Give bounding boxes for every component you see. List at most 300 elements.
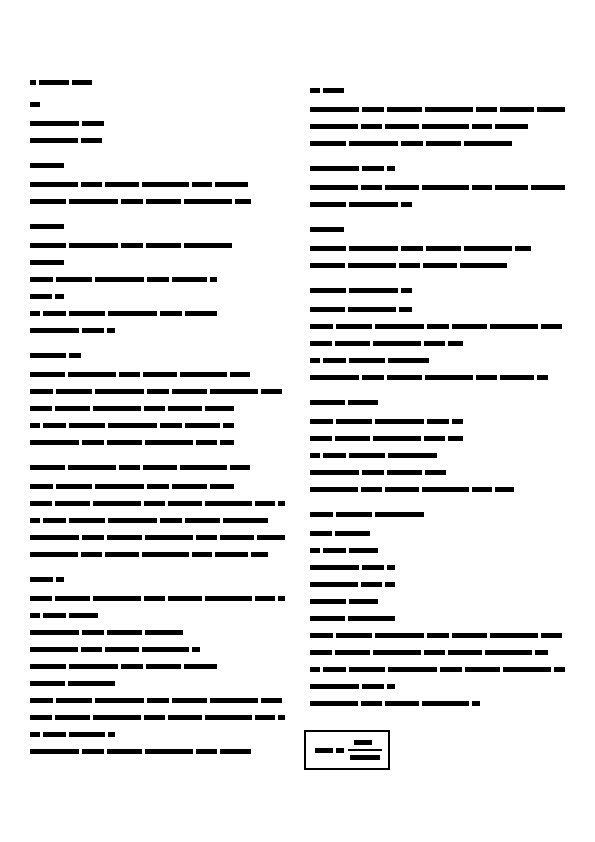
text-line	[310, 183, 570, 191]
word-block	[147, 277, 169, 282]
word-block	[30, 698, 53, 703]
text-line	[310, 631, 570, 639]
word-block	[261, 389, 282, 394]
word-block	[388, 453, 437, 458]
word-block	[69, 423, 105, 428]
word-block	[426, 246, 461, 251]
word-block	[30, 647, 78, 652]
word-block	[107, 535, 142, 540]
word-block	[210, 698, 258, 703]
text-line	[30, 628, 290, 636]
word-block	[385, 582, 395, 587]
word-block	[375, 633, 424, 638]
word-block	[210, 277, 217, 282]
word-block	[30, 311, 40, 316]
text-line	[30, 180, 290, 188]
word-block	[472, 701, 480, 706]
word-block	[310, 650, 332, 655]
word-block	[425, 375, 473, 380]
word-block	[30, 613, 40, 618]
word-block	[424, 436, 445, 441]
text-section	[310, 510, 570, 707]
word-block	[144, 596, 165, 601]
word-block	[30, 102, 40, 107]
word-block	[69, 243, 118, 248]
word-block	[108, 423, 157, 428]
formula-box	[304, 730, 390, 770]
word-block	[168, 406, 202, 411]
word-block	[30, 535, 79, 540]
word-block	[146, 243, 181, 248]
word-block	[185, 518, 220, 523]
word-block	[93, 406, 141, 411]
word-block	[82, 630, 104, 635]
word-block	[185, 423, 220, 428]
text-line	[30, 119, 290, 127]
word-block	[422, 124, 469, 129]
section-heading	[30, 575, 290, 584]
text-section	[310, 225, 570, 269]
text-section	[310, 286, 570, 381]
word-block	[56, 389, 92, 394]
word-block	[147, 389, 169, 394]
word-block	[196, 749, 217, 754]
word-block	[361, 124, 382, 129]
word-block	[464, 141, 512, 146]
word-block	[119, 372, 140, 377]
word-block	[43, 423, 66, 428]
word-block	[310, 633, 333, 638]
word-block	[310, 470, 359, 475]
section-heading	[310, 398, 570, 407]
text-line	[30, 533, 290, 541]
word-block	[105, 552, 139, 557]
text-section	[310, 164, 570, 208]
text-line	[310, 139, 570, 147]
word-block	[336, 419, 372, 424]
word-block	[310, 582, 358, 587]
word-block	[310, 288, 346, 293]
word-block	[180, 465, 227, 470]
text-line	[30, 421, 290, 429]
word-block	[448, 436, 463, 441]
word-block	[121, 664, 143, 669]
word-block	[30, 224, 64, 229]
word-block	[56, 484, 92, 489]
word-block	[210, 389, 258, 394]
word-block	[30, 681, 65, 686]
word-block	[387, 565, 395, 570]
word-block	[30, 138, 78, 143]
word-block	[230, 465, 250, 470]
word-block	[205, 501, 252, 506]
word-block	[215, 552, 248, 557]
word-block	[223, 423, 234, 428]
word-block	[388, 667, 437, 672]
word-block	[310, 701, 358, 706]
word-block	[255, 715, 275, 720]
word-block	[423, 263, 457, 268]
word-block	[310, 599, 346, 604]
word-block	[310, 185, 358, 190]
word-block	[460, 263, 507, 268]
word-block	[310, 166, 359, 171]
word-block	[257, 535, 285, 540]
word-block	[95, 277, 144, 282]
word-block	[310, 341, 332, 346]
word-block	[172, 389, 207, 394]
word-block	[108, 732, 115, 737]
word-block	[472, 124, 492, 129]
word-block	[142, 182, 189, 187]
word-block	[490, 633, 538, 638]
word-block	[30, 328, 79, 333]
word-block	[30, 389, 53, 394]
word-block	[537, 107, 565, 112]
word-block	[323, 453, 346, 458]
word-block	[184, 243, 232, 248]
word-block	[349, 548, 378, 553]
word-block	[310, 400, 345, 405]
word-block	[349, 288, 398, 293]
text-line	[30, 438, 290, 446]
word-block	[30, 501, 52, 506]
word-block	[349, 453, 385, 458]
text-section	[30, 351, 290, 446]
title-word	[72, 80, 92, 85]
right-column	[310, 86, 570, 724]
text-line	[30, 550, 290, 558]
word-block	[196, 535, 217, 540]
word-block	[56, 577, 64, 582]
word-block	[310, 512, 333, 517]
word-block	[401, 288, 412, 293]
word-block	[362, 565, 384, 570]
word-block	[323, 88, 344, 93]
word-block	[30, 518, 40, 523]
word-block	[535, 650, 548, 655]
word-block	[82, 440, 104, 445]
word-block	[425, 470, 446, 475]
word-block	[401, 202, 412, 207]
word-block	[147, 484, 169, 489]
text-line	[30, 747, 290, 755]
section-heading	[30, 463, 290, 472]
text-line	[310, 468, 570, 476]
word-block	[69, 311, 105, 316]
word-block	[107, 328, 115, 333]
word-block	[373, 436, 421, 441]
word-block	[30, 277, 53, 282]
word-block	[349, 358, 385, 363]
word-block	[500, 375, 534, 380]
word-block	[336, 633, 372, 638]
word-block	[310, 324, 333, 329]
word-block	[172, 484, 207, 489]
text-line	[30, 611, 290, 619]
text-line	[30, 730, 290, 738]
word-block	[335, 436, 370, 441]
text-line	[30, 258, 290, 266]
word-block	[30, 577, 53, 582]
word-block	[385, 487, 419, 492]
word-block	[362, 375, 384, 380]
text-line	[310, 485, 570, 493]
word-block	[310, 263, 345, 268]
word-block	[144, 406, 165, 411]
word-block	[30, 732, 40, 737]
word-block	[69, 199, 118, 204]
word-block	[95, 484, 144, 489]
word-block	[82, 535, 104, 540]
word-block	[55, 406, 90, 411]
word-block	[184, 664, 217, 669]
text-line	[310, 105, 570, 113]
text-line	[310, 322, 570, 330]
section-heading	[310, 225, 570, 234]
word-block	[335, 650, 370, 655]
text-line	[30, 713, 290, 721]
word-block	[147, 698, 169, 703]
word-block	[69, 613, 98, 618]
word-block	[401, 141, 423, 146]
word-block	[495, 124, 528, 129]
formula-fraction-line	[348, 749, 382, 751]
text-line	[310, 417, 570, 425]
word-block	[362, 107, 384, 112]
word-block	[168, 596, 202, 601]
section-heading	[310, 86, 570, 95]
word-block	[43, 732, 66, 737]
word-block	[541, 324, 562, 329]
word-block	[30, 440, 79, 445]
word-block	[310, 487, 358, 492]
word-block	[362, 166, 384, 171]
word-block	[145, 440, 193, 445]
formula-lhs	[315, 748, 333, 753]
word-block	[310, 227, 344, 232]
word-block	[448, 650, 482, 655]
word-block	[422, 701, 469, 706]
word-block	[107, 630, 142, 635]
word-block	[205, 596, 252, 601]
word-block	[220, 535, 254, 540]
word-block	[278, 596, 285, 601]
text-line	[310, 356, 570, 364]
word-block	[336, 324, 372, 329]
word-block	[30, 372, 65, 377]
word-block	[361, 487, 382, 492]
word-block	[310, 531, 332, 536]
word-block	[69, 732, 105, 737]
word-block	[465, 667, 500, 672]
word-block	[30, 353, 66, 358]
word-block	[336, 512, 372, 517]
word-block	[142, 647, 189, 652]
document-title	[30, 70, 120, 83]
word-block	[107, 440, 142, 445]
word-block	[56, 277, 92, 282]
text-line	[30, 662, 290, 670]
formula-numerator	[354, 740, 372, 745]
text-section	[30, 575, 290, 755]
word-block	[145, 535, 193, 540]
word-block	[385, 124, 419, 129]
word-block	[143, 465, 177, 470]
word-block	[220, 749, 251, 754]
word-block	[185, 311, 217, 316]
word-block	[95, 389, 144, 394]
word-block	[422, 185, 469, 190]
word-block	[335, 531, 370, 536]
word-block	[500, 107, 534, 112]
word-block	[427, 419, 449, 424]
text-line	[30, 292, 290, 300]
word-block	[424, 341, 445, 346]
word-block	[323, 358, 346, 363]
word-block	[192, 552, 212, 557]
word-block	[251, 552, 268, 557]
word-block	[30, 423, 40, 428]
formula-equals	[336, 748, 344, 753]
text-line	[30, 387, 290, 395]
word-block	[81, 182, 102, 187]
word-block	[69, 353, 81, 358]
text-line	[30, 275, 290, 283]
word-block	[55, 596, 90, 601]
text-line	[310, 373, 570, 381]
word-block	[388, 358, 429, 363]
word-block	[310, 565, 359, 570]
word-block	[537, 375, 548, 380]
text-line	[310, 451, 570, 459]
word-block	[30, 664, 66, 669]
word-block	[385, 701, 419, 706]
word-block	[172, 698, 207, 703]
word-block	[30, 243, 66, 248]
word-block	[427, 633, 449, 638]
word-block	[361, 701, 382, 706]
word-block	[387, 684, 395, 689]
word-block	[82, 749, 104, 754]
word-block	[472, 185, 492, 190]
word-block	[349, 667, 385, 672]
word-block	[476, 107, 497, 112]
word-block	[215, 182, 248, 187]
section-heading	[30, 351, 290, 360]
word-block	[205, 406, 234, 411]
section-heading	[310, 286, 570, 295]
word-block	[448, 341, 463, 346]
word-block	[348, 400, 378, 405]
section-heading	[310, 164, 570, 173]
word-block	[146, 199, 181, 204]
word-block	[69, 664, 118, 669]
word-block	[310, 141, 346, 146]
word-block	[401, 246, 423, 251]
word-block	[108, 518, 157, 523]
text-line	[30, 499, 290, 507]
word-block	[310, 419, 333, 424]
word-block	[160, 311, 182, 316]
word-block	[261, 698, 282, 703]
word-block	[160, 518, 182, 523]
word-block	[503, 667, 551, 672]
text-line	[30, 136, 290, 144]
word-block	[490, 324, 538, 329]
text-line	[30, 645, 290, 653]
word-block	[30, 294, 52, 299]
text-line	[310, 614, 570, 622]
word-block	[55, 294, 64, 299]
word-block	[323, 667, 346, 672]
text-line	[310, 529, 570, 537]
word-block	[310, 684, 359, 689]
section-heading	[30, 161, 290, 170]
section-heading	[310, 510, 570, 519]
word-block	[385, 185, 419, 190]
word-block	[541, 633, 562, 638]
word-block	[375, 512, 424, 517]
word-block	[30, 465, 65, 470]
title-word	[30, 80, 36, 85]
text-section	[30, 463, 290, 558]
word-block	[168, 715, 202, 720]
word-block	[310, 616, 345, 621]
word-block	[255, 596, 275, 601]
word-block	[310, 246, 346, 251]
word-block	[255, 501, 275, 506]
word-block	[81, 552, 102, 557]
word-block	[335, 341, 370, 346]
text-line	[310, 699, 570, 707]
word-block	[452, 633, 487, 638]
text-line	[310, 122, 570, 130]
word-block	[172, 277, 207, 282]
text-line	[310, 682, 570, 690]
text-line	[310, 580, 570, 588]
word-block	[43, 613, 66, 618]
word-block	[68, 372, 116, 377]
text-line	[30, 326, 290, 334]
word-block	[348, 307, 396, 312]
word-block	[230, 372, 250, 377]
text-line	[30, 197, 290, 205]
word-block	[223, 518, 268, 523]
left-column	[30, 100, 290, 772]
word-block	[30, 552, 78, 557]
word-block	[105, 647, 139, 652]
word-block	[82, 328, 104, 333]
word-block	[361, 185, 382, 190]
word-block	[531, 185, 565, 190]
word-block	[142, 552, 189, 557]
word-block	[375, 324, 424, 329]
word-block	[310, 358, 320, 363]
text-line	[310, 244, 570, 252]
word-block	[472, 487, 492, 492]
word-block	[196, 440, 217, 445]
word-block	[310, 88, 320, 93]
word-block	[310, 307, 345, 312]
word-block	[310, 667, 320, 672]
word-block	[55, 715, 90, 720]
word-block	[310, 375, 359, 380]
word-block	[424, 650, 445, 655]
word-block	[464, 246, 512, 251]
text-line	[310, 200, 570, 208]
text-line	[30, 516, 290, 524]
